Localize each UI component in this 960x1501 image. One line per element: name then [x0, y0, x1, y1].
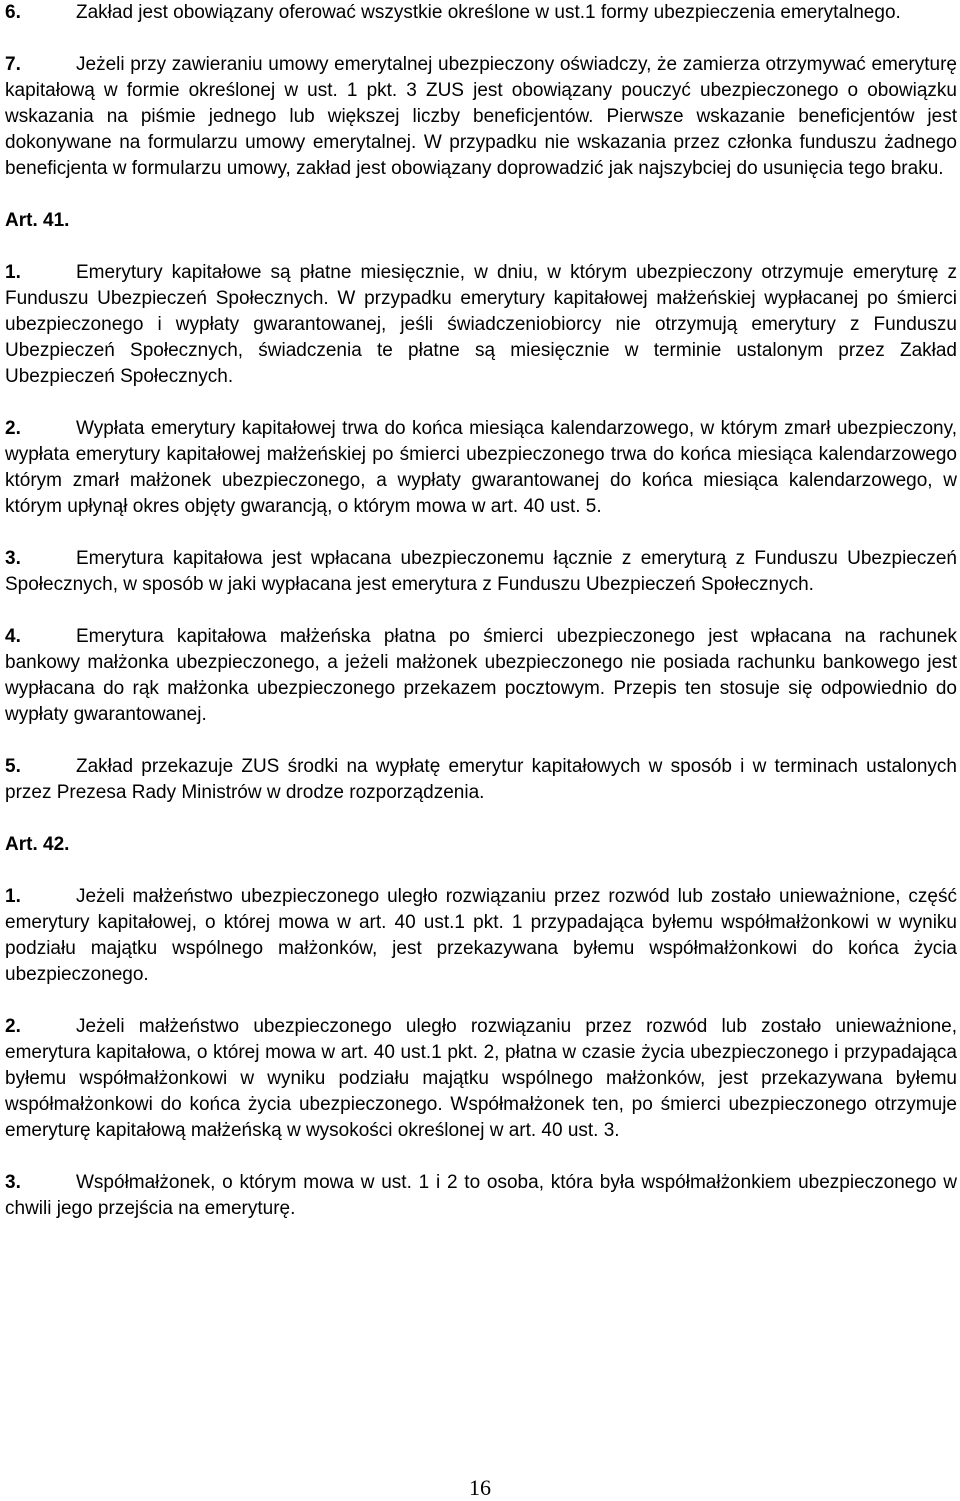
paragraph-number: 3.: [5, 1172, 21, 1193]
art42-paragraph-1: [5, 884, 957, 988]
art41-paragraph-3: [5, 546, 957, 598]
paragraph-number: 2.: [5, 1016, 21, 1037]
paragraph-number: 1.: [5, 262, 21, 283]
paragraph-text: Emerytury kapitałowe są płatne miesięcznie, w dniu, w którym ubezpieczony otrzymuje emeryturę z Funduszu Ubezpieczeń Społecznych. W przypadku emerytury kapitałowej małżeńskiej wypłacanej po śmierci ubezpieczonego i wypłaty gwarantowanej, jeśli świadczeniobiorcy nie otrzymują emerytury z Funduszu Ubezpieczeń Społecznych, świadczenia te płatne są miesięcznie w terminie ustalonym przez Zakład Ubezpieczeń Społecznych.: [5, 262, 957, 387]
art41-paragraph-1: [5, 260, 957, 390]
paragraph-6: [5, 0, 957, 26]
paragraph-number: 5.: [5, 756, 21, 777]
paragraph-text: Jeżeli małżeństwo ubezpieczonego uległo rozwiązaniu przez rozwód lub zostało unieważnione, część emerytury kapitałowej, o której mowa w art. 40 ust.1 pkt. 1 przypadająca byłemu współmałżonkowi w wyniku podziału majątku wspólnego małżonków, jest przekazywana byłemu współmałżonkowi do końca życia ubezpieczonego.: [5, 886, 957, 985]
paragraph-text: Współmałżonek, o którym mowa w ust. 1 i 2 to osoba, która była współmałżonkiem ubezpieczonego w chwili jego przejścia na emeryturę.: [5, 1172, 957, 1219]
paragraph-text: Zakład jest obowiązany oferować wszystkie określone w ust.1 formy ubezpieczenia emerytalnego.: [76, 2, 901, 23]
page-number: 16: [469, 1475, 491, 1500]
paragraph-text: Emerytura kapitałowa małżeńska płatna po śmierci ubezpieczonego jest wpłacana na rachunek bankowy małżonka ubezpieczonego, a jeżeli małżonek ubezpieczonego nie posiada rachunku bankowego jest wypłacana do rąk małżonka ubezpieczonego przekazem pocztowym. Przepis ten stosuje się odpowiednio do wypłaty gwarantowanej.: [5, 626, 957, 725]
paragraph-text: Emerytura kapitałowa jest wpłacana ubezpieczonemu łącznie z emeryturą z Funduszu Ubezpieczeń Społecznych, w sposób w jaki wypłacana jest emerytura z Funduszu Ubezpieczeń Społecznych.: [5, 548, 957, 595]
paragraph-number: 7.: [5, 54, 21, 75]
paragraph-7: [5, 52, 957, 182]
art41-paragraph-4: [5, 624, 957, 728]
article-41-heading: Art. 41.: [5, 210, 70, 231]
art42-paragraph-3: [5, 1170, 957, 1222]
paragraph-number: 3.: [5, 548, 21, 569]
paragraph-text: Zakład przekazuje ZUS środki na wypłatę emerytur kapitałowych w sposób i w terminach ustalonych przez Prezesa Rady Ministrów w drodze rozporządzenia.: [5, 756, 957, 803]
paragraph-text: Jeżeli małżeństwo ubezpieczonego uległo rozwiązaniu przez rozwód lub zostało unieważnione, emerytura kapitałowa, o której mowa w art. 40 ust.1 pkt. 2, płatna w czasie życia ubezpieczonego i przypadająca byłemu współmałżonkowi w wyniku podziału majątku wspólnego małżonków, jest przekazywana byłemu współmałżonkowi do końca życia ubezpieczonego. Współmałżonek ten, po śmierci ubezpieczonego otrzymuje emeryturę kapitałową małżeńską w wysokości określonej w art. 40 ust. 3.: [5, 1016, 957, 1141]
art41-paragraph-2: [5, 416, 957, 520]
article-42-heading: Art. 42.: [5, 834, 70, 855]
paragraph-text: Wypłata emerytury kapitałowej trwa do końca miesiąca kalendarzowego, w którym zmarł ubezpieczony, wypłata emerytury kapitałowej małżeńskiej po śmierci ubezpieczonego trwa do końca miesiąca kalendarzowego którym zmarł małżonek ubezpieczonego, a wypłaty gwarantowanej do końca miesiąca kalendarzowego, w którym upłynął okres objęty gwarancją, o którym mowa w art. 40 ust. 5.: [5, 418, 957, 517]
paragraph-number: 2.: [5, 418, 21, 439]
document-page: [5, 0, 957, 1222]
paragraph-number: 6.: [5, 2, 21, 23]
paragraph-number: 1.: [5, 886, 21, 907]
art41-paragraph-5: [5, 754, 957, 806]
paragraph-text: Jeżeli przy zawieraniu umowy emerytalnej ubezpieczony oświadczy, że zamierza otrzymywać emeryturę kapitałową w formie określonej w ust. 1 pkt. 3 ZUS jest obowiązany pouczyć ubezpieczonego o obowiązku wskazania na piśmie jednego lub większej liczby beneficjentów. Pierwsze wskazanie beneficjentów jest dokonywane na formularzu umowy emerytalnej. W przypadku nie wskazania przez członka funduszu żadnego beneficjenta w formularzu umowy, zakład jest obowiązany doprowadzić jak najszybciej do usunięcia tego braku.: [5, 54, 957, 179]
art42-paragraph-2: [5, 1014, 957, 1144]
paragraph-number: 4.: [5, 626, 21, 647]
